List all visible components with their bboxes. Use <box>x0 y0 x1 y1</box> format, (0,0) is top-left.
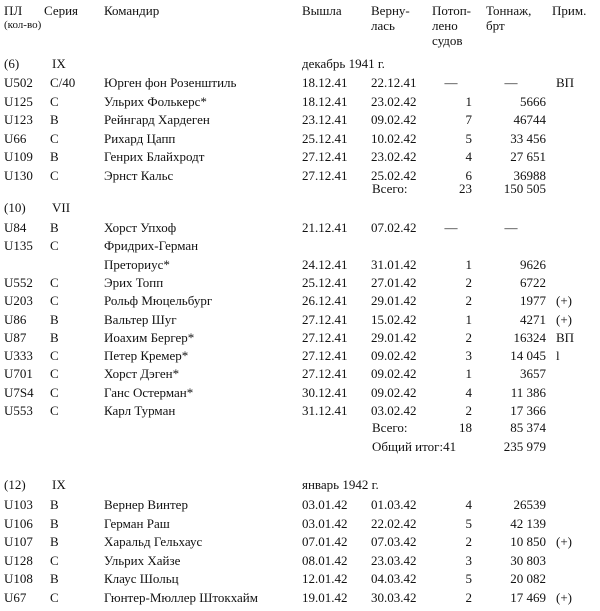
cell-sunk: 5 <box>465 515 472 531</box>
cell-departed: 12.01.42 <box>302 571 348 587</box>
cell-boat: U84 <box>4 220 27 235</box>
cell-series: C <box>50 384 59 400</box>
cell-departed: 18.12.41 <box>302 93 348 109</box>
cell-commander: Рольф Мюцельбург <box>104 293 213 309</box>
header-pl: ПЛ <box>4 3 23 18</box>
grand-total-tonnage: 235 979 <box>503 439 546 454</box>
total-label: Всего: <box>372 420 408 435</box>
total-tonnage: 150 505 <box>503 181 546 196</box>
cell-boat: U108 <box>4 571 33 587</box>
cell-sunk: 6 <box>465 167 472 183</box>
cell-returned: 22.02.42 <box>371 515 417 531</box>
cell-sunk: 5 <box>465 130 472 146</box>
group-count: (12) <box>4 477 26 492</box>
cell-note: ВП <box>556 75 575 90</box>
cell-returned: 09.02.42 <box>371 366 417 382</box>
cell-commander: Вернер Винтер <box>104 497 188 512</box>
cell-commander: Эрнст Кальс <box>104 167 174 183</box>
header-tonnage-1: Тоннаж, <box>486 3 532 18</box>
cell-tonnage: 20 082 <box>510 571 546 587</box>
cell-commander: Вальтер Шуг <box>104 311 177 327</box>
cell-series: B <box>50 220 59 235</box>
cell-series: B <box>50 497 59 512</box>
cell-returned: 07.03.42 <box>371 534 417 550</box>
cell-series: B <box>50 329 59 345</box>
cell-sunk: 4 <box>465 149 472 164</box>
cell-returned: 23.02.42 <box>371 93 417 109</box>
cell-boat: U203 <box>4 293 33 309</box>
header-pl-sub: (кол-во) <box>4 19 42 31</box>
cell-commander: Преториус* <box>104 256 170 272</box>
cell-boat: U502 <box>4 75 33 90</box>
group-count: (6) <box>4 56 20 71</box>
cell-commander: Юрген фон Розенштиль <box>104 75 237 90</box>
cell-boat: U86 <box>4 311 27 327</box>
cell-boat: U701 <box>4 366 33 382</box>
cell-commander: Генрих Блайхродт <box>104 149 205 164</box>
cell-series: B <box>50 534 59 550</box>
cell-tonnage: 1977 <box>520 293 546 309</box>
cell-commander: Ганс Остерман* <box>104 384 194 400</box>
cell-tonnage: — <box>504 220 518 235</box>
header-tonnage-2: брт <box>486 18 505 33</box>
cell-tonnage: 26539 <box>513 497 546 512</box>
cell-series: C <box>50 366 59 382</box>
cell-tonnage: — <box>504 75 518 90</box>
cell-boat: U552 <box>4 274 33 290</box>
cell-commander: Фридрих-Герман <box>104 238 199 254</box>
cell-returned: 27.01.42 <box>371 274 417 290</box>
header-sunk-3: судов <box>432 33 463 48</box>
cell-commander: Иоахим Бергер* <box>104 329 195 345</box>
cell-tonnage: 6722 <box>520 274 546 290</box>
cell-departed: 27.12.41 <box>302 167 348 183</box>
cell-series: C <box>50 348 59 364</box>
cell-sunk: 3 <box>465 348 472 364</box>
cell-sunk: 4 <box>465 497 472 512</box>
cell-tonnage: 17 366 <box>510 403 546 418</box>
cell-commander: Рихард Цапп <box>104 130 176 146</box>
group-series: IX <box>52 56 66 71</box>
cell-commander: Карл Турман <box>104 403 176 418</box>
cell-commander: Герман Раш <box>104 515 170 531</box>
cell-departed: 18.12.41 <box>302 75 348 90</box>
cell-departed: 27.12.41 <box>302 149 348 164</box>
header-sunk-1: Потоп- <box>432 3 472 18</box>
cell-tonnage: 10 850 <box>510 534 546 550</box>
cell-sunk: 7 <box>465 112 472 127</box>
cell-commander: Хорст Дэген* <box>104 366 180 382</box>
cell-commander: Петер Кремер* <box>104 348 189 364</box>
cell-series: C <box>50 590 59 605</box>
cell-departed: 03.01.42 <box>302 515 348 531</box>
header-note: Прим. <box>552 3 587 18</box>
cell-departed: 25.12.41 <box>302 274 348 290</box>
cell-sunk: 2 <box>465 590 472 605</box>
cell-departed: 27.12.41 <box>302 348 348 364</box>
cell-note: (+) <box>556 534 572 550</box>
cell-boat: U130 <box>4 167 33 183</box>
cell-note: (+) <box>556 311 572 327</box>
cell-series: C <box>50 403 59 418</box>
cell-departed: 31.12.41 <box>302 403 348 418</box>
cell-tonnage: 27 651 <box>510 149 546 164</box>
cell-tonnage: 4271 <box>520 311 546 327</box>
cell-commander: Хорст Упхоф <box>104 220 177 235</box>
cell-departed: 23.12.41 <box>302 112 348 127</box>
cell-departed: 30.12.41 <box>302 384 348 400</box>
cell-tonnage: 11 386 <box>510 384 546 400</box>
cell-returned: 09.02.42 <box>371 348 417 364</box>
cell-tonnage: 42 139 <box>510 515 546 531</box>
cell-note: ВП <box>556 329 575 345</box>
cell-tonnage: 5666 <box>520 93 546 109</box>
total-label: Всего: <box>372 181 408 196</box>
cell-departed: 24.12.41 <box>302 256 348 272</box>
cell-commander: Харальд Гельхаус <box>104 534 203 550</box>
cell-series: C/40 <box>50 75 76 90</box>
cell-returned: 29.01.42 <box>371 329 417 345</box>
cell-departed: 27.12.41 <box>302 366 348 382</box>
cell-returned: 03.02.42 <box>371 403 417 418</box>
header-returned-1: Верну- <box>371 3 410 18</box>
header-commander: Командир <box>104 3 160 18</box>
cell-boat: U553 <box>4 403 33 418</box>
cell-boat: U7S4 <box>4 384 34 400</box>
cell-series: C <box>50 238 59 254</box>
cell-sunk: 2 <box>465 274 472 290</box>
cell-tonnage: 16324 <box>513 329 546 345</box>
cell-sunk: 4 <box>465 384 472 400</box>
cell-returned: 09.02.42 <box>371 112 417 127</box>
cell-departed: 26.12.41 <box>302 293 348 309</box>
cell-boat: U67 <box>4 590 27 605</box>
cell-returned: 09.02.42 <box>371 384 417 400</box>
cell-note: (+) <box>556 590 572 605</box>
cell-commander: Эрих Топп <box>104 274 164 290</box>
cell-tonnage: 33 456 <box>510 130 546 146</box>
cell-boat: U125 <box>4 93 33 109</box>
cell-boat: U107 <box>4 534 33 550</box>
cell-returned: 29.01.42 <box>371 293 417 309</box>
cell-departed: 03.01.42 <box>302 497 348 512</box>
cell-boat: U103 <box>4 497 33 512</box>
cell-sunk: 1 <box>465 311 472 327</box>
cell-commander: Ульрих Фолькерс* <box>104 93 207 109</box>
cell-boat: U135 <box>4 238 33 254</box>
cell-returned: 04.03.42 <box>371 571 417 587</box>
total-sunk: 23 <box>459 181 472 196</box>
cell-sunk: 1 <box>465 93 472 109</box>
cell-sunk: 3 <box>465 552 472 568</box>
cell-sunk: 5 <box>465 571 472 587</box>
cell-tonnage: 17 469 <box>510 590 546 605</box>
cell-boat: U333 <box>4 348 33 364</box>
cell-tonnage: 30 803 <box>510 552 546 568</box>
cell-sunk: — <box>444 220 458 235</box>
cell-series: C <box>50 130 59 146</box>
cell-series: B <box>50 571 59 587</box>
cell-note: l <box>556 348 560 364</box>
cell-returned: 23.03.42 <box>371 552 417 568</box>
total-sunk: 18 <box>459 420 472 435</box>
cell-boat: U87 <box>4 329 27 345</box>
cell-returned: 31.01.42 <box>371 256 417 272</box>
cell-boat: U128 <box>4 552 33 568</box>
cell-boat: U109 <box>4 149 33 164</box>
cell-tonnage: 36988 <box>513 167 546 183</box>
cell-returned: 07.02.42 <box>371 220 417 235</box>
cell-series: C <box>50 93 59 109</box>
cell-departed: 27.12.41 <box>302 329 348 345</box>
cell-tonnage: 9626 <box>520 256 546 272</box>
header-departed: Вышла <box>302 3 342 18</box>
cell-sunk: 1 <box>465 256 472 272</box>
cell-sunk: 2 <box>465 293 472 309</box>
cell-series: C <box>50 293 59 309</box>
cell-series: C <box>50 552 59 568</box>
cell-commander: Рейнгард Хардеген <box>104 112 210 127</box>
cell-returned: 10.02.42 <box>371 130 417 146</box>
cell-departed: 08.01.42 <box>302 552 348 568</box>
cell-tonnage: 46744 <box>513 112 546 127</box>
cell-departed: 07.01.42 <box>302 534 348 550</box>
cell-sunk: 2 <box>465 329 472 345</box>
cell-sunk: 2 <box>465 403 472 418</box>
cell-commander: Ульрих Хайзе <box>104 552 181 568</box>
header-returned-2: лась <box>371 18 395 33</box>
cell-boat: U66 <box>4 130 27 146</box>
cell-sunk: 2 <box>465 534 472 550</box>
cell-returned: 22.12.41 <box>371 75 417 90</box>
group-count: (10) <box>4 200 26 215</box>
cell-departed: 25.12.41 <box>302 130 348 146</box>
cell-boat: U123 <box>4 112 33 127</box>
cell-departed: 21.12.41 <box>302 220 348 235</box>
cell-tonnage: 3657 <box>520 366 546 382</box>
cell-commander: Клаус Шольц <box>104 571 179 587</box>
group-series: IX <box>52 477 66 492</box>
cell-series: B <box>50 112 59 127</box>
cell-boat: U106 <box>4 515 33 531</box>
header-series: Серия <box>44 3 79 18</box>
cell-returned: 15.02.42 <box>371 311 417 327</box>
cell-returned: 01.03.42 <box>371 497 417 512</box>
group-period: декабрь 1941 г. <box>302 56 385 71</box>
cell-note: (+) <box>556 293 572 309</box>
cell-series: C <box>50 274 59 290</box>
cell-series: C <box>50 167 59 183</box>
cell-sunk: 1 <box>465 366 472 382</box>
cell-series: B <box>50 149 59 164</box>
cell-returned: 23.02.42 <box>371 149 417 164</box>
cell-returned: 30.03.42 <box>371 590 417 605</box>
cell-commander: Гюнтер-Мюллер Штокхайм <box>104 590 258 605</box>
cell-series: B <box>50 515 59 531</box>
group-series: VII <box>52 200 71 215</box>
cell-sunk: — <box>444 75 458 90</box>
cell-departed: 19.01.42 <box>302 590 348 605</box>
cell-tonnage: 14 045 <box>510 348 546 364</box>
cell-series: B <box>50 311 59 327</box>
total-tonnage: 85 374 <box>510 420 546 435</box>
cell-returned: 25.02.42 <box>371 167 417 183</box>
grand-total-label: Общий итог:41 <box>372 439 457 454</box>
group-period: январь 1942 г. <box>302 477 379 492</box>
cell-departed: 27.12.41 <box>302 311 348 327</box>
header-sunk-2: лено <box>432 18 458 33</box>
